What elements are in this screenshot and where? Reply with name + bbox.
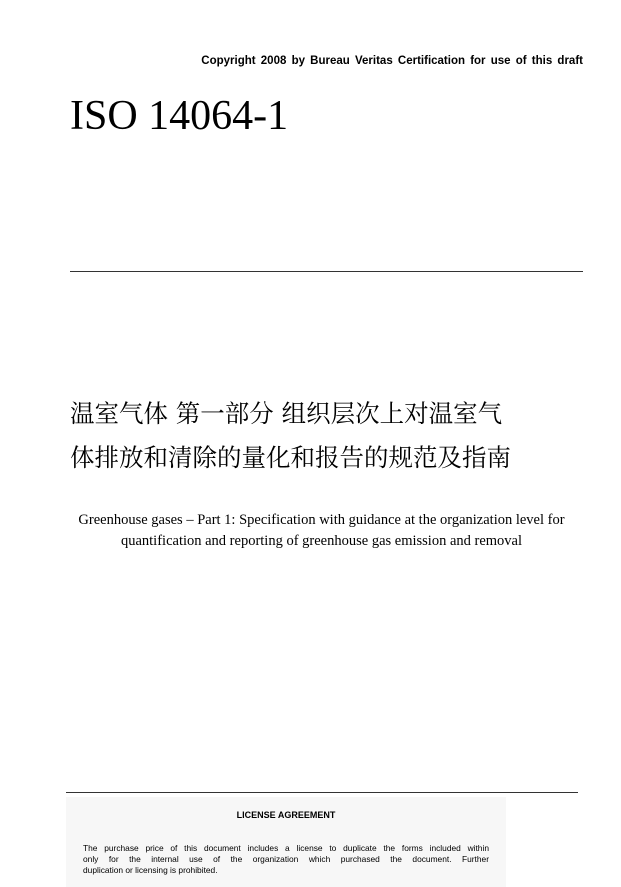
chinese-title-line-2: 体排放和清除的量化和报告的规范及指南 [70, 443, 511, 472]
license-text-line-1: The purchase price of this document includes a license to duplicate the forms included within [83, 843, 489, 853]
chinese-title [70, 392, 583, 480]
english-title-line-1: Greenhouse gases – Part 1: Specification with guidance at the organization level for [78, 512, 565, 528]
english-title-line-2: quantification and reporting of greenhouse gas emission and removal [120, 533, 523, 549]
license-text-line-3: duplication or licensing is prohibited. [83, 865, 218, 875]
license-heading: LICENSE AGREEMENT [236, 810, 336, 820]
standard-number-title: ISO 14064-1 [70, 93, 289, 139]
copyright-notice: Copyright 2008 by Bureau Veritas Certification for use of this draft [201, 55, 583, 67]
english-title [60, 510, 583, 552]
chinese-title-line-1: 温室气体 第一部分 组织层次上对温室气 [70, 399, 503, 428]
top-divider [70, 271, 583, 272]
license-text [83, 843, 489, 876]
bottom-divider [66, 792, 578, 793]
license-text-line-2: only for the internal use of the organization which purchased the document. Further [83, 854, 489, 864]
